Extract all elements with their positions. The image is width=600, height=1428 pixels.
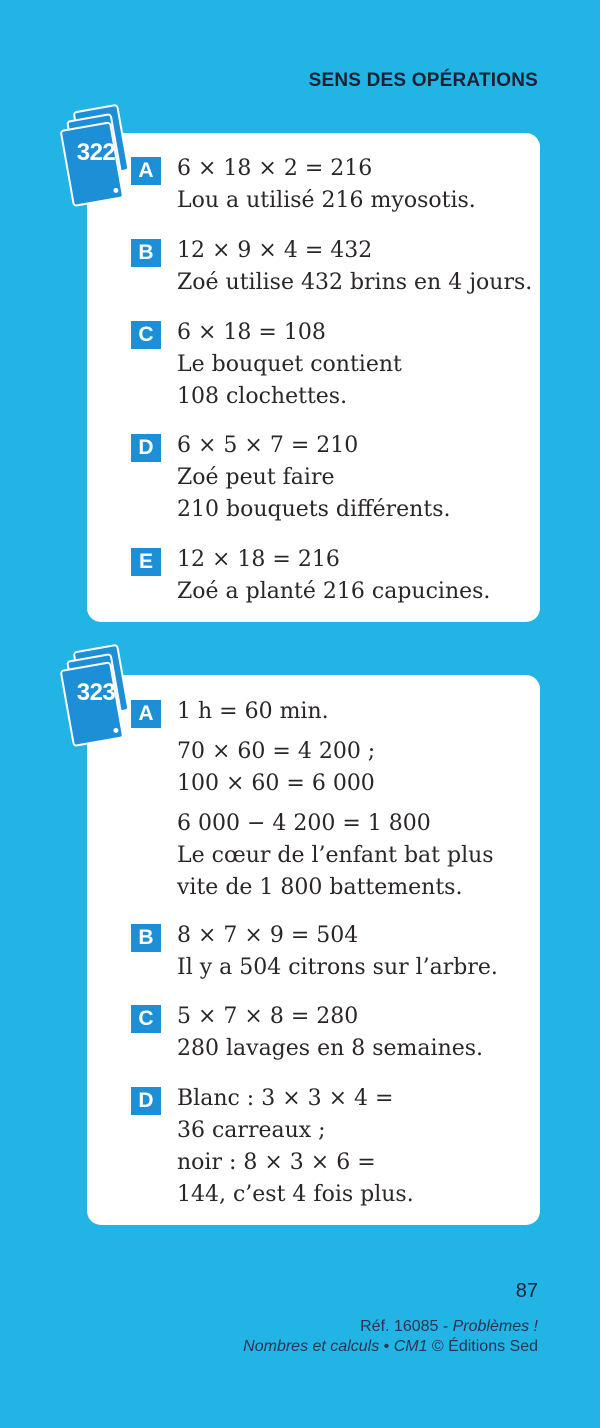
answer-letter: C (131, 1005, 161, 1033)
answer-line: 108 clochettes. (177, 384, 348, 409)
answer-line: Zoé peut faire (177, 465, 335, 490)
answer-line: Zoé utilise 432 brins en 4 jours. (177, 270, 533, 295)
page-number: 87 (515, 1280, 538, 1302)
answer-letter: A (131, 157, 161, 185)
answer-line: 6 × 18 × 2 = 216 (177, 156, 373, 181)
answer-letter: D (131, 434, 161, 462)
answer-letter: E (131, 548, 161, 576)
answer-line: 144, c’est 4 fois plus. (177, 1182, 414, 1207)
answer-line: 12 × 18 = 216 (177, 547, 340, 572)
answer-line: Le bouquet contient (177, 352, 402, 377)
reference-level: CM1 (393, 1338, 428, 1355)
answer-line: 210 bouquets différents. (177, 497, 451, 522)
answer-letter: D (131, 1087, 161, 1115)
answer-line: Le cœur de l’enfant bat plus (177, 843, 494, 868)
reference-publisher: © Éditions Sed (427, 1338, 538, 1355)
answer-card-323 (87, 675, 540, 1225)
answer-letter: C (131, 321, 161, 349)
answer-line: Il y a 504 citrons sur l’arbre. (177, 955, 498, 980)
answer-line: 6 × 18 = 108 (177, 320, 326, 345)
answer-line: Blanc : 3 × 3 × 4 = (177, 1086, 394, 1111)
answer-line: 12 × 9 × 4 = 432 (177, 238, 373, 263)
answer-letter: A (131, 700, 161, 728)
answer-line: 1 h = 60 min. (177, 699, 329, 724)
reference-line-1 (360, 1318, 538, 1336)
answer-line: 6 000 − 4 200 = 1 800 (177, 811, 431, 836)
answer-line: noir : 8 × 3 × 6 = (177, 1150, 376, 1175)
answer-line: vite de 1 800 battements. (177, 875, 463, 900)
answer-line: Lou a utilisé 216 myosotis. (177, 188, 476, 213)
answer-line: 5 × 7 × 8 = 280 (177, 1004, 359, 1029)
exercise-number: 322 (76, 139, 116, 166)
reference-line-2 (243, 1338, 538, 1356)
answer-line: Zoé a planté 216 capucines. (177, 579, 491, 604)
answer-letter: B (131, 239, 161, 267)
answer-card-322 (87, 133, 540, 622)
exercise-number-badge-323 (58, 643, 134, 753)
answer-line: 100 × 60 = 6 000 (177, 771, 375, 796)
answer-letter: B (131, 924, 161, 952)
answer-line: 6 × 5 × 7 = 210 (177, 433, 359, 458)
answer-line: 70 × 60 = 4 200 ; (177, 739, 376, 764)
reference-bullet: • (379, 1338, 394, 1355)
answer-line: 8 × 7 × 9 = 504 (177, 923, 359, 948)
exercise-number-badge-322 (58, 103, 134, 213)
reference-prefix: Réf. 16085 - (360, 1318, 453, 1335)
reference-subject: Nombres et calculs (243, 1338, 380, 1355)
section-title: SENS DES OPÉRATIONS (308, 70, 538, 91)
answer-line: 280 lavages en 8 semaines. (177, 1036, 484, 1061)
exercise-number: 323 (76, 679, 116, 706)
answer-line: 36 carreaux ; (177, 1118, 326, 1143)
reference-book-title: Problèmes ! (452, 1318, 538, 1335)
